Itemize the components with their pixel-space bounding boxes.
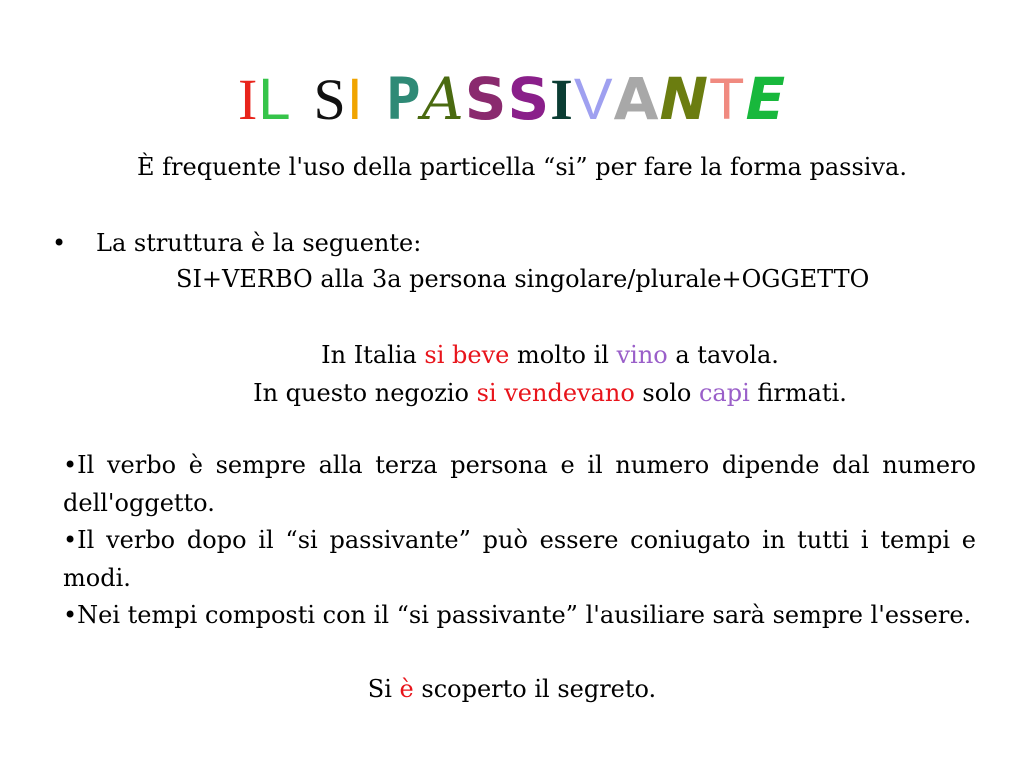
example-sentence-2: [0, 378, 1024, 408]
final-verb: è: [399, 675, 414, 703]
title-letter-12: N: [659, 65, 709, 133]
final-text-b: scoperto il segreto.: [413, 675, 657, 703]
example-2-verb: si vendevano: [476, 379, 635, 407]
rule-point-2: •Il verbo dopo il “si passivante” può essere coniugato in tutti i tempi e modi.: [63, 526, 976, 592]
title-letter-8: S: [507, 65, 551, 133]
structure-label: La struttura è la seguente:: [96, 229, 422, 257]
example-1-text-b: molto il: [509, 341, 617, 369]
final-example: [0, 674, 1024, 704]
title-letter-5: P: [385, 65, 422, 133]
rule-point-3: •Nei tempi composti con il “si passivante” l'ausiliare sarà sempre l'essere.: [63, 601, 972, 629]
example-2-text-a: In questo negozio: [253, 379, 477, 407]
bullet-dot: •: [52, 229, 67, 257]
title-letter-2: L: [258, 67, 292, 132]
example-1-text-a: In Italia: [321, 341, 425, 369]
example-2-object: capi: [698, 379, 750, 407]
example-1-object: vino: [616, 341, 668, 369]
title-letter-10: V: [573, 67, 614, 132]
example-1-text-c: a tavola.: [667, 341, 779, 369]
example-1-verb: si beve: [424, 341, 510, 369]
title-letter-13: T: [709, 67, 746, 132]
final-text-a: Si: [367, 675, 400, 703]
slide-title: [0, 64, 1024, 135]
intro-sentence: È frequente l'uso della particella “si” per fare la forma passiva.: [137, 153, 907, 181]
title-letter-11: A: [613, 65, 660, 133]
title-letter-4: I: [346, 67, 364, 132]
title-letter-9: I: [550, 67, 574, 132]
rule-point-1: •Il verbo è sempre alla terza persona e il numero dipende dal numero dell'oggetto.: [63, 451, 976, 517]
title-letter-1: I: [237, 67, 259, 132]
title-letter-7: S: [464, 65, 508, 133]
example-2-text-c: firmati.: [749, 379, 847, 407]
title-letter-14: E: [745, 65, 787, 133]
structure-formula: SI+VERBO alla 3a persona singolare/plurale+OGGETTO: [176, 265, 870, 293]
structure-bullet: [52, 228, 422, 258]
title-letter-6: A: [421, 65, 465, 133]
example-2-text-b: solo: [634, 379, 699, 407]
example-sentence-1: [0, 340, 1024, 370]
title-letter-3: S: [313, 67, 347, 132]
